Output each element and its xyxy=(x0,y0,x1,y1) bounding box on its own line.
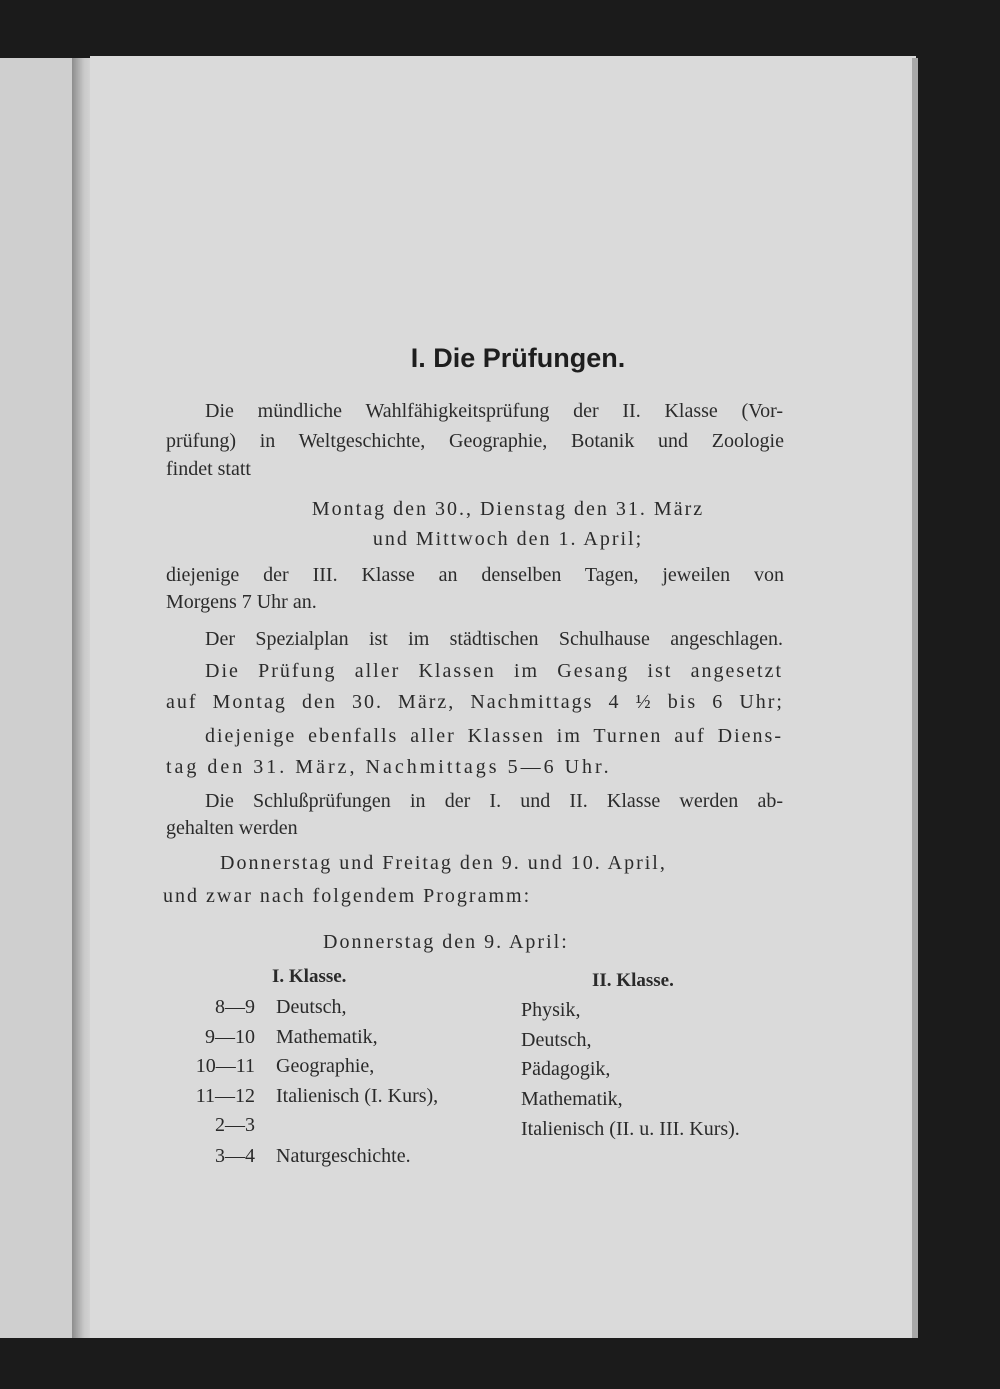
row-class2: Italienisch (II. u. III. Kurs). xyxy=(521,1118,740,1140)
para5-line1: diejenige ebenfalls aller Klassen im Turnen auf Diens- xyxy=(205,725,783,747)
row-time: 2—3 xyxy=(215,1114,255,1136)
dates1-line1: Montag den 30., Dienstag den 31. März xyxy=(311,498,705,520)
para6-line2: gehalten werden xyxy=(166,817,298,839)
row-class2: Mathematik, xyxy=(521,1088,623,1110)
program-intro: und zwar nach folgendem Programm: xyxy=(163,885,532,907)
row-class1: Italienisch (I. Kurs), xyxy=(276,1085,439,1107)
book-binding xyxy=(72,58,92,1338)
para2-line1: diejenige der III. Klasse an denselben Tagen, jeweilen von xyxy=(166,564,784,586)
row-class2: Deutsch, xyxy=(521,1029,592,1051)
row-time: 11—12 xyxy=(195,1085,255,1107)
left-page-edge xyxy=(0,58,72,1338)
page-title: I. Die Prüfungen. xyxy=(410,343,626,373)
row-class1: Mathematik, xyxy=(276,1026,378,1048)
schedule-col2-header: II. Klasse. xyxy=(592,970,674,991)
para3: Der Spezialplan ist im städtischen Schulhause angeschlagen. xyxy=(205,628,783,650)
row-time: 10—11 xyxy=(195,1055,255,1077)
schedule-day-title: Donnerstag den 9. April: xyxy=(323,931,569,953)
schedule-col1-header: I. Klasse. xyxy=(272,966,347,987)
para4-line2: auf Montag den 30. März, Nachmittags 4 ½ bis 6 Uhr; xyxy=(166,691,784,713)
row-class1: Deutsch, xyxy=(276,996,347,1018)
para6-line1: Die Schlußprüfungen in der I. und II. Klasse werden ab- xyxy=(205,790,783,812)
row-time: 3—4 xyxy=(215,1145,255,1167)
row-time: 9—10 xyxy=(205,1026,255,1048)
row-time: 8—9 xyxy=(215,996,255,1018)
para4-line1: Die Prüfung aller Klassen im Gesang ist angesetzt xyxy=(205,660,783,682)
dates1-line2: und Mittwoch den 1. April; xyxy=(372,528,644,550)
para1-line3: findet statt xyxy=(166,458,251,480)
para1-line2: prüfung) in Weltgeschichte, Geographie, Botanik und Zoologie xyxy=(166,430,784,452)
row-class1: Geographie, xyxy=(276,1055,375,1077)
para1-line1: Die mündliche Wahlfähigkeitsprüfung der II. Klasse (Vor- xyxy=(205,400,783,422)
dates2: Donnerstag und Freitag den 9. und 10. April, xyxy=(220,852,667,874)
para5-line2: tag den 31. März, Nachmittags 5—6 Uhr. xyxy=(166,756,612,778)
row-class2: Pädagogik, xyxy=(521,1058,611,1080)
row-class2: Physik, xyxy=(521,999,581,1021)
para2-line2: Morgens 7 Uhr an. xyxy=(166,591,317,613)
page-edge xyxy=(912,58,918,1338)
row-class1: Naturgeschichte. xyxy=(276,1145,411,1167)
